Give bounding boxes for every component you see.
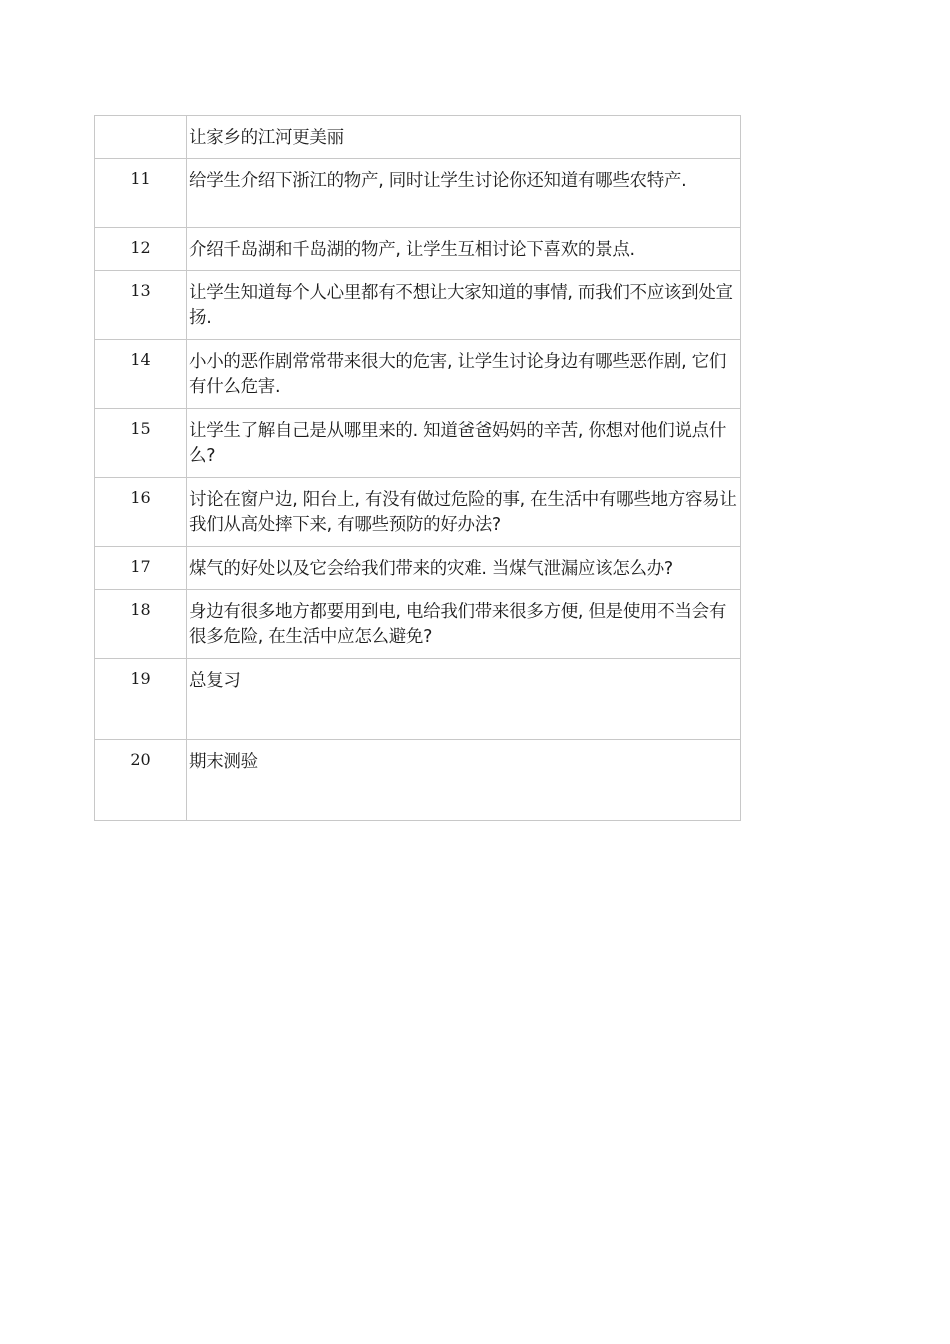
table-row [95,547,741,590]
row-content: 讨论在窗户边, 阳台上, 有没有做过危险的事, 在生活中有哪些地方容易让我们从高处摔下来, 有哪些预防的好办法? [187,478,741,547]
table-row [95,340,741,409]
row-content: 介绍千岛湖和千岛湖的物产, 让学生互相讨论下喜欢的景点. [187,228,741,271]
row-content: 让家乡的江河更美丽 [187,116,741,159]
lesson-plan-table [94,115,741,821]
row-content: 煤气的好处以及它会给我们带来的灾难. 当煤气泄漏应该怎么办? [187,547,741,590]
table-row [95,159,741,228]
row-content: 总复习 [187,659,741,740]
table-row [95,116,741,159]
row-number [95,116,187,159]
row-content: 让学生知道每个人心里都有不想让大家知道的事情, 而我们不应该到处宣扬. [187,271,741,340]
row-number: 19 [95,659,187,740]
table-row [95,590,741,659]
row-content: 让学生了解自己是从哪里来的. 知道爸爸妈妈的辛苦, 你想对他们说点什么? [187,409,741,478]
table-row [95,228,741,271]
row-number: 13 [95,271,187,340]
row-number: 16 [95,478,187,547]
row-number: 17 [95,547,187,590]
row-number: 18 [95,590,187,659]
row-content: 期末测验 [187,740,741,821]
row-number: 15 [95,409,187,478]
table-row [95,271,741,340]
table-row [95,478,741,547]
row-number: 20 [95,740,187,821]
row-number: 14 [95,340,187,409]
table-row [95,740,741,821]
table-row [95,659,741,740]
row-number: 11 [95,159,187,228]
row-content: 小小的恶作剧常常带来很大的危害, 让学生讨论身边有哪些恶作剧, 它们有什么危害. [187,340,741,409]
row-number: 12 [95,228,187,271]
table-row [95,409,741,478]
row-content: 身边有很多地方都要用到电, 电给我们带来很多方便, 但是使用不当会有很多危险, 在生活中应怎么避免? [187,590,741,659]
row-content: 给学生介绍下浙江的物产, 同时让学生讨论你还知道有哪些农特产. [187,159,741,228]
